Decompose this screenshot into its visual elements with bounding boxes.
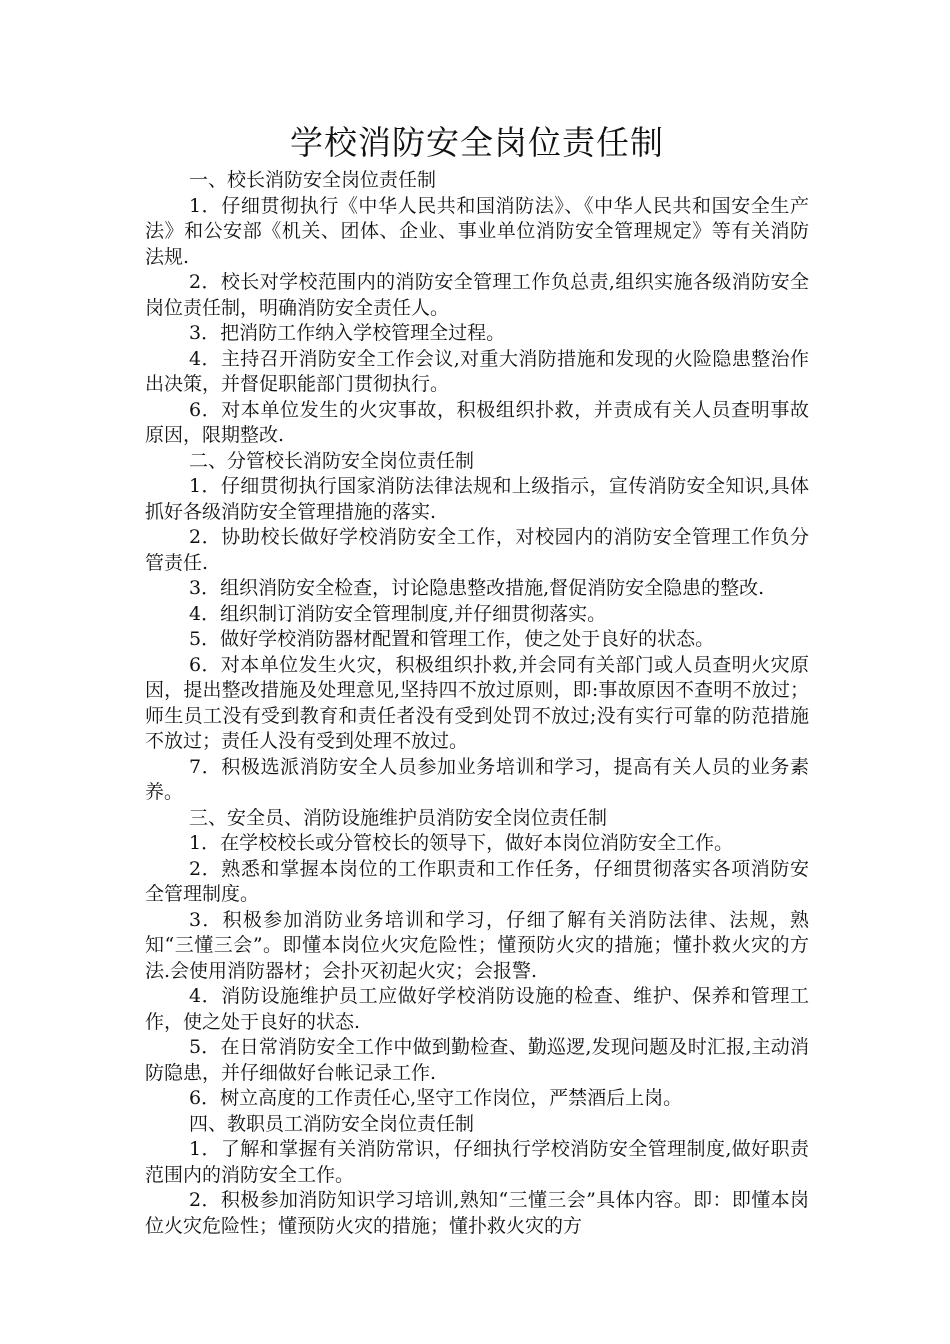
paragraph: 3．积极参加消防业务培训和学习，仔细了解有关消防法律、法规，熟知“三懂三会”。即懂本岗位火灾危险性；懂预防火灾的措施；懂扑救火灾的方法.会使用消防器材；会扑灭初起火灾；会报警. [145,908,809,982]
paragraph: 1．在学校校长或分管校长的领导下，做好本岗位消防安全工作。 [189,832,734,854]
paragraph: 4．消防设施维护员工应做好学校消防设施的检查、维护、保养和管理工作，使之处于良好的状态. [145,985,809,1033]
paragraph: 6．对本单位发生火灾，积极组织扑救,并会同有关部门或人员查明火灾原因，提出整改措施及处理意见,坚持四不放过原则，即:事故原因不查明不放过；师生员工没有受到教育和责任者没有受到处罚不放过;没有实行可靠的防范措施不放过；责任人没有受到处理不放过。 [145,653,809,752]
paragraph: 2．校长对学校范围内的消防安全管理工作负总责,组织实施各级消防安全岗位责任制，明确消防安全责任人。 [145,271,809,319]
paragraph: 5．做好学校消防器材配置和管理工作，使之处于良好的状态。 [189,628,715,650]
paragraph: 2．积极参加消防知识学习培训,熟知“三懂三会”具体内容。即：即懂本岗位火灾危险性；懂预防火灾的措施；懂扑救火灾的方 [145,1189,809,1237]
document-body [145,168,809,1239]
paragraph: 5．在日常消防安全工作中做到勤检查、勤巡逻,发现问题及时汇报,主动消防隐患，并仔细做好台帐记录工作. [145,1036,809,1084]
paragraph: 4．主持召开消防安全工作会议,对重大消防措施和发现的火险隐患整治作出决策，并督促职能部门贯彻执行。 [145,347,809,395]
paragraph: 1．仔细贯彻执行国家消防法律法规和上级指示，宣传消防安全知识,具体抓好各级消防安全管理措施的落实. [145,475,809,523]
section-heading: 一、校长消防安全岗位责任制 [189,169,437,191]
section-heading: 三、安全员、消防设施维护员消防安全岗位责任制 [189,806,608,829]
paragraph: 1．了解和掌握有关消防常识，仔细执行学校消防安全管理制度,做好职责范围内的消防安全工作。 [145,1138,809,1186]
paragraph: 7．积极选派消防安全人员参加业务培训和学习，提高有关人员的业务素养。 [145,755,809,803]
paragraph: 2．熟悉和掌握本岗位的工作职责和工作任务，仔细贯彻落实各项消防安全管理制度。 [145,857,809,905]
section-heading: 四、教职员工消防安全岗位责任制 [189,1112,475,1135]
paragraph: 3．组织消防安全检查，讨论隐患整改措施,督促消防安全隐患的整改. [189,577,765,599]
paragraph: 4．组织制订消防安全管理制度,并仔细贯彻落实。 [189,602,607,625]
paragraph: 6．树立高度的工作责任心,坚守工作岗位，严禁酒后上岗。 [189,1087,683,1109]
section-heading: 二、分管校长消防安全岗位责任制 [189,449,475,472]
paragraph: 1．仔细贯彻执行《中华人民共和国消防法》、《中华人民共和国安全生产法》和公安部《机关、团体、企业、事业单位消防安全管理规定》等有关消防法规. [145,194,809,268]
document-page [145,118,809,1239]
paragraph: 6．对本单位发生的火灾事故，积极组织扑救，并责成有关人员查明事故原因，限期整改. [145,398,809,446]
document-title: 学校消防安全岗位责任制 [290,123,664,162]
paragraph: 3．把消防工作纳入学校管理全过程。 [189,322,506,344]
paragraph: 2．协助校长做好学校消防安全工作，对校园内的消防安全管理工作负分管责任. [145,526,809,574]
